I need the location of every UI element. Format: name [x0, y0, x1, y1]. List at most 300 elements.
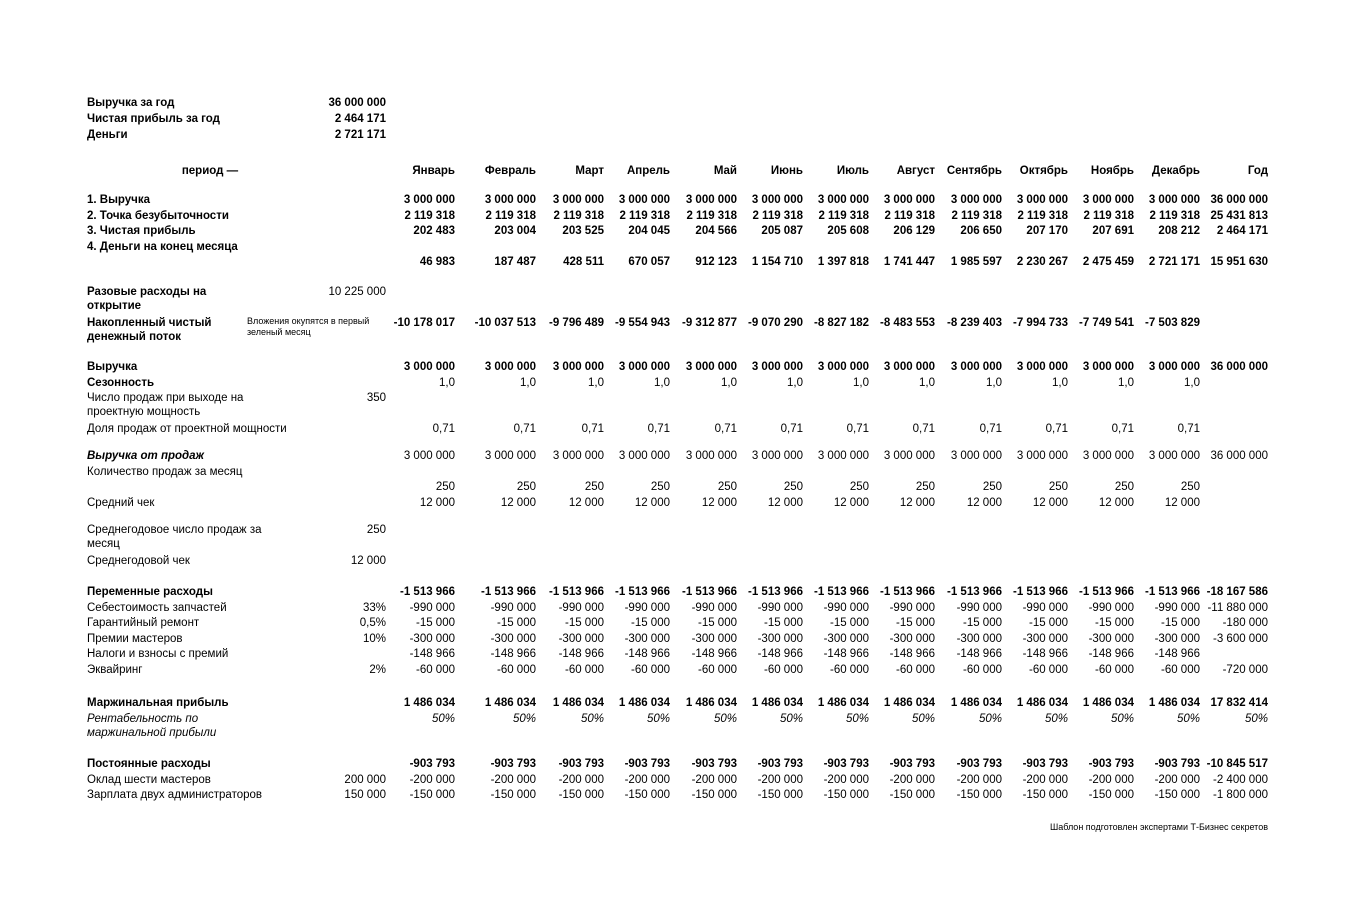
- value-cell: -15 000: [1028, 617, 1068, 629]
- row-label: Среднегодовой чек: [87, 555, 190, 567]
- row-label: Эквайринг: [87, 663, 143, 676]
- value-cell: 1,0: [1184, 376, 1200, 389]
- row-label: Число продаж при выходе на проектную мощность: [87, 392, 244, 418]
- value-cell: 250: [1048, 481, 1068, 493]
- row-label: Гарантийный ремонт: [87, 617, 200, 629]
- value-cell: -200 000: [1154, 773, 1200, 786]
- value-cell: -300 000: [490, 632, 536, 645]
- value-cell: 3 000 000: [1016, 361, 1068, 373]
- value-cell: 2 119 318: [951, 209, 1002, 222]
- value-cell: -1 513 966: [549, 586, 604, 598]
- value-cell: 12 000: [701, 496, 737, 509]
- value-cell: -990 000: [1154, 601, 1200, 614]
- value-cell: -148 966: [1088, 648, 1134, 660]
- value-cell: 205 087: [761, 225, 803, 237]
- row-label: 4. Деньги на конец месяца: [87, 240, 238, 253]
- value-cell: 2 230 267: [1016, 256, 1068, 268]
- month-header: Октябрь: [1019, 165, 1068, 177]
- summary-value: 2 464 171: [334, 113, 386, 125]
- value-cell: 17 832 414: [1210, 697, 1268, 709]
- value-cell: 36 000 000: [1210, 194, 1268, 206]
- value-cell: 3 000 000: [1016, 194, 1068, 206]
- value-cell: 3 000 000: [403, 194, 455, 206]
- value-cell: 1 486 034: [1016, 697, 1068, 709]
- value-cell: 50%: [512, 712, 536, 725]
- value-cell: 50%: [646, 712, 670, 725]
- value-cell: 208 212: [1158, 225, 1200, 237]
- value-cell: -1 513 966: [615, 586, 670, 598]
- value-cell: 1,0: [721, 376, 737, 389]
- value-cell: -200 000: [757, 773, 803, 786]
- value-cell: -148 966: [889, 648, 935, 660]
- value-cell: -148 966: [1154, 648, 1200, 660]
- value-cell: 250: [516, 481, 536, 493]
- value-cell: -15 000: [1094, 617, 1134, 629]
- row-param: 2%: [369, 663, 386, 676]
- value-cell: -1 513 966: [880, 586, 935, 598]
- value-cell: -15 000: [763, 617, 803, 629]
- row-param: 33%: [362, 601, 386, 614]
- value-cell: 1 486 034: [618, 697, 670, 709]
- value-cell: -60 000: [630, 663, 670, 676]
- value-cell: 36 000 000: [1210, 361, 1268, 373]
- value-cell: -300 000: [409, 632, 455, 645]
- summary-label: Чистая прибыль за год: [87, 113, 220, 125]
- value-cell: 12 000: [568, 496, 604, 509]
- row-param: 200 000: [344, 773, 386, 786]
- row-label: Налоги и взносы с премий: [87, 648, 229, 660]
- value-cell: 203 004: [494, 225, 536, 237]
- value-cell: -1 513 966: [1013, 586, 1068, 598]
- month-header: Июнь: [770, 165, 803, 177]
- value-cell: 1,0: [919, 376, 935, 389]
- value-cell: -200 000: [691, 773, 737, 786]
- value-cell: -200 000: [409, 773, 455, 786]
- value-cell: 3 000 000: [883, 361, 935, 373]
- value-cell: -200 000: [1022, 773, 1068, 786]
- value-cell: 250: [915, 481, 935, 493]
- value-cell: 12 000: [1032, 496, 1068, 509]
- value-cell: 0,71: [581, 423, 604, 435]
- value-cell: -1 513 966: [1079, 586, 1134, 598]
- value-cell: -148 966: [409, 648, 455, 660]
- value-cell: -150 000: [757, 789, 803, 801]
- value-cell: 50%: [1110, 712, 1134, 725]
- value-cell: 2 119 318: [686, 209, 737, 222]
- value-cell: -300 000: [757, 632, 803, 645]
- value-cell: -903 793: [558, 758, 604, 770]
- value-cell: 0,71: [979, 423, 1002, 435]
- month-header: Декабрь: [1151, 165, 1200, 177]
- value-cell: 250: [849, 481, 869, 493]
- value-cell: 3 000 000: [950, 194, 1002, 206]
- row-label: Зарплата двух администраторов: [87, 789, 263, 801]
- value-cell: 2 119 318: [1149, 209, 1200, 222]
- value-cell: -15 000: [895, 617, 935, 629]
- month-header: Год: [1247, 165, 1268, 177]
- value-cell: -15 000: [697, 617, 737, 629]
- value-cell: -15 000: [962, 617, 1002, 629]
- value-cell: -990 000: [409, 601, 455, 614]
- value-cell: 0,71: [780, 423, 803, 435]
- value-cell: 3 000 000: [1148, 450, 1200, 462]
- value-cell: 3 000 000: [685, 361, 737, 373]
- value-cell: 204 045: [628, 225, 670, 237]
- value-cell: 204 566: [695, 225, 737, 237]
- value-cell: 0,71: [1045, 423, 1068, 435]
- footer-credit: Шаблон подготовлен экспертами Т-Бизнес секретов: [1049, 822, 1268, 832]
- value-cell: 12 000: [899, 496, 935, 509]
- value-cell: -1 800 000: [1213, 789, 1268, 801]
- row-label: Доля продаж от проектной мощности: [87, 423, 287, 435]
- value-cell: 250: [584, 481, 604, 493]
- value-cell: -300 000: [889, 632, 935, 645]
- value-cell: 250: [1180, 481, 1200, 493]
- row-label: Себестоимость запчастей: [87, 601, 227, 614]
- value-cell: -1 513 966: [814, 586, 869, 598]
- value-cell: -1 513 966: [682, 586, 737, 598]
- value-cell: 1 985 597: [950, 256, 1002, 268]
- row-note: Вложения окупятся в первый зеленый месяц: [247, 316, 370, 337]
- value-cell: 250: [435, 481, 455, 493]
- value-cell: 0,71: [513, 423, 536, 435]
- value-cell: -60 000: [697, 663, 737, 676]
- value-cell: 2 475 459: [1082, 256, 1134, 268]
- value-cell: -7 749 541: [1079, 317, 1134, 329]
- value-cell: 3 000 000: [751, 450, 803, 462]
- row-label: Маржинальная прибыль: [87, 697, 229, 709]
- value-cell: -300 000: [1022, 632, 1068, 645]
- row-label: 2. Точка безубыточности: [87, 209, 229, 222]
- value-cell: 1,0: [1118, 376, 1134, 389]
- value-cell: 1 486 034: [1082, 697, 1134, 709]
- month-header: Январь: [412, 165, 455, 177]
- value-cell: 0,71: [432, 423, 455, 435]
- value-cell: -300 000: [1088, 632, 1134, 645]
- value-cell: 250: [650, 481, 670, 493]
- value-cell: -8 827 182: [814, 317, 869, 329]
- value-cell: -150 000: [889, 789, 935, 801]
- value-cell: -300 000: [691, 632, 737, 645]
- value-cell: -903 793: [757, 758, 803, 770]
- value-cell: -150 000: [1022, 789, 1068, 801]
- row-label: Выручка от продаж: [87, 450, 205, 462]
- value-cell: 2 119 318: [619, 209, 670, 222]
- row-param: 10%: [362, 632, 386, 645]
- month-header: Сентябрь: [946, 165, 1002, 177]
- value-cell: 1,0: [654, 376, 670, 389]
- value-cell: -300 000: [823, 632, 869, 645]
- value-cell: 12 000: [500, 496, 536, 509]
- value-cell: 1,0: [520, 376, 536, 389]
- value-cell: 12 000: [833, 496, 869, 509]
- row-param: 12 000: [350, 555, 386, 567]
- value-cell: -300 000: [624, 632, 670, 645]
- row-label: Среднегодовое число продаж за месяц: [87, 524, 262, 550]
- value-cell: -150 000: [558, 789, 604, 801]
- value-cell: 207 691: [1092, 225, 1134, 237]
- value-cell: -1 513 966: [748, 586, 803, 598]
- row-label: Разовые расходы на открытие: [87, 286, 207, 312]
- row-param: 0,5%: [359, 617, 386, 629]
- value-cell: 1 397 818: [817, 256, 869, 268]
- value-cell: -148 966: [624, 648, 670, 660]
- value-cell: -903 793: [490, 758, 536, 770]
- value-cell: 3 000 000: [950, 450, 1002, 462]
- value-cell: -990 000: [823, 601, 869, 614]
- value-cell: 50%: [779, 712, 803, 725]
- value-cell: 50%: [1176, 712, 1200, 725]
- value-cell: -903 793: [1088, 758, 1134, 770]
- month-header: Август: [896, 165, 935, 177]
- value-cell: 3 000 000: [1148, 194, 1200, 206]
- value-cell: 2 119 318: [752, 209, 803, 222]
- value-cell: 0,71: [846, 423, 869, 435]
- value-cell: 1 154 710: [751, 256, 803, 268]
- value-cell: -990 000: [490, 601, 536, 614]
- value-cell: -990 000: [624, 601, 670, 614]
- value-cell: -200 000: [558, 773, 604, 786]
- row-label: Сезонность: [87, 376, 155, 389]
- value-cell: 3 000 000: [552, 194, 604, 206]
- value-cell: -990 000: [757, 601, 803, 614]
- row-label: Постоянные расходы: [87, 758, 211, 770]
- value-cell: -60 000: [1094, 663, 1134, 676]
- value-cell: -9 796 489: [549, 317, 604, 329]
- row-label: Количество продаж за месяц: [87, 465, 243, 478]
- value-cell: 206 650: [960, 225, 1002, 237]
- value-cell: -60 000: [496, 663, 536, 676]
- value-cell: 1 486 034: [751, 697, 803, 709]
- value-cell: 0,71: [1177, 423, 1200, 435]
- value-cell: -150 000: [823, 789, 869, 801]
- value-cell: -1 513 966: [400, 586, 455, 598]
- value-cell: -200 000: [624, 773, 670, 786]
- value-cell: -200 000: [823, 773, 869, 786]
- summary-label: Выручка за год: [87, 97, 175, 109]
- row-label: Премии мастеров: [87, 632, 183, 645]
- value-cell: -15 000: [1160, 617, 1200, 629]
- value-cell: -148 966: [956, 648, 1002, 660]
- value-cell: 12 000: [1164, 496, 1200, 509]
- value-cell: 15 951 630: [1210, 256, 1268, 268]
- value-cell: 50%: [431, 712, 455, 725]
- value-cell: -150 000: [956, 789, 1002, 801]
- value-cell: -300 000: [1154, 632, 1200, 645]
- value-cell: -1 513 966: [481, 586, 536, 598]
- value-cell: -180 000: [1222, 617, 1268, 629]
- value-cell: -903 793: [956, 758, 1002, 770]
- value-cell: 2 119 318: [553, 209, 604, 222]
- value-cell: 2 464 171: [1216, 225, 1268, 237]
- value-cell: 1 486 034: [817, 697, 869, 709]
- value-cell: 3 000 000: [1082, 450, 1134, 462]
- value-cell: 2 119 318: [404, 209, 455, 222]
- value-cell: -11 880 000: [1207, 601, 1268, 614]
- value-cell: -8 239 403: [947, 317, 1002, 329]
- value-cell: -903 793: [889, 758, 935, 770]
- value-cell: -15 000: [564, 617, 604, 629]
- value-cell: -200 000: [956, 773, 1002, 786]
- value-cell: 1 486 034: [552, 697, 604, 709]
- value-cell: 428 511: [563, 256, 604, 268]
- value-cell: 1 486 034: [484, 697, 536, 709]
- row-label: Средний чек: [87, 496, 155, 509]
- value-cell: 0,71: [647, 423, 670, 435]
- value-cell: -990 000: [1088, 601, 1134, 614]
- value-cell: -200 000: [490, 773, 536, 786]
- value-cell: 0,71: [714, 423, 737, 435]
- value-cell: -10 845 517: [1206, 758, 1268, 770]
- value-cell: 207 170: [1026, 225, 1068, 237]
- row-param: 150 000: [344, 789, 386, 801]
- period-label: период —: [181, 165, 239, 177]
- value-cell: 50%: [1044, 712, 1068, 725]
- row-label: Рентабельность по маржинальной прибыли: [87, 712, 217, 739]
- value-cell: 3 000 000: [618, 450, 670, 462]
- value-cell: 187 487: [494, 256, 536, 268]
- value-cell: 912 123: [695, 256, 737, 268]
- value-cell: 3 000 000: [484, 450, 536, 462]
- value-cell: -990 000: [1022, 601, 1068, 614]
- value-cell: 50%: [845, 712, 869, 725]
- value-cell: 3 000 000: [883, 450, 935, 462]
- value-cell: 3 000 000: [950, 361, 1002, 373]
- value-cell: -148 966: [1022, 648, 1068, 660]
- value-cell: 3 000 000: [883, 194, 935, 206]
- month-header: Февраль: [484, 165, 536, 177]
- value-cell: 0,71: [912, 423, 935, 435]
- value-cell: 3 000 000: [817, 194, 869, 206]
- value-cell: -903 793: [409, 758, 455, 770]
- value-cell: 3 000 000: [403, 450, 455, 462]
- value-cell: 50%: [911, 712, 935, 725]
- value-cell: 50%: [1244, 712, 1268, 725]
- value-cell: 1,0: [1052, 376, 1068, 389]
- value-cell: -1 513 966: [1145, 586, 1200, 598]
- value-cell: -200 000: [1088, 773, 1134, 786]
- value-cell: -60 000: [895, 663, 935, 676]
- value-cell: -60 000: [564, 663, 604, 676]
- value-cell: -7 994 733: [1013, 317, 1068, 329]
- row-label: Выручка: [87, 361, 138, 373]
- value-cell: 670 057: [628, 256, 670, 268]
- value-cell: 46 983: [419, 256, 455, 268]
- row-label: Оклад шести мастеров: [87, 773, 211, 786]
- row-label: 3. Чистая прибыль: [87, 225, 196, 237]
- month-header: Июль: [836, 165, 869, 177]
- row-label: Переменные расходы: [87, 586, 213, 598]
- value-cell: -148 966: [490, 648, 536, 660]
- value-cell: -18 167 586: [1206, 586, 1268, 598]
- value-cell: 3 000 000: [403, 361, 455, 373]
- value-cell: -15 000: [415, 617, 455, 629]
- value-cell: 2 119 318: [1083, 209, 1134, 222]
- value-cell: 1,0: [439, 376, 455, 389]
- value-cell: -903 793: [624, 758, 670, 770]
- value-cell: 50%: [713, 712, 737, 725]
- value-cell: 3 000 000: [1016, 450, 1068, 462]
- value-cell: 1 486 034: [950, 697, 1002, 709]
- value-cell: 3 000 000: [685, 450, 737, 462]
- value-cell: -148 966: [823, 648, 869, 660]
- value-cell: 1,0: [787, 376, 803, 389]
- value-cell: -150 000: [691, 789, 737, 801]
- value-cell: 202 483: [413, 225, 455, 237]
- value-cell: -3 600 000: [1213, 632, 1268, 645]
- value-cell: -1 513 966: [947, 586, 1002, 598]
- value-cell: 12 000: [966, 496, 1002, 509]
- value-cell: 1 486 034: [685, 697, 737, 709]
- value-cell: -15 000: [496, 617, 536, 629]
- row-param: 250: [366, 524, 386, 536]
- value-cell: -2 400 000: [1213, 773, 1268, 786]
- value-cell: 3 000 000: [618, 194, 670, 206]
- value-cell: -60 000: [829, 663, 869, 676]
- value-cell: 12 000: [1098, 496, 1134, 509]
- month-header: Ноябрь: [1090, 165, 1134, 177]
- value-cell: 3 000 000: [484, 361, 536, 373]
- value-cell: -990 000: [558, 601, 604, 614]
- value-cell: -150 000: [490, 789, 536, 801]
- value-cell: 0,71: [1111, 423, 1134, 435]
- value-cell: -60 000: [1028, 663, 1068, 676]
- value-cell: -903 793: [691, 758, 737, 770]
- value-cell: 2 119 318: [884, 209, 935, 222]
- value-cell: 12 000: [767, 496, 803, 509]
- value-cell: 250: [717, 481, 737, 493]
- value-cell: 1,0: [986, 376, 1002, 389]
- summary-value: 36 000 000: [328, 97, 386, 109]
- value-cell: 3 000 000: [484, 194, 536, 206]
- value-cell: 1 486 034: [403, 697, 455, 709]
- value-cell: -990 000: [691, 601, 737, 614]
- value-cell: -9 070 290: [748, 317, 803, 329]
- value-cell: -15 000: [829, 617, 869, 629]
- value-cell: 1,0: [853, 376, 869, 389]
- value-cell: -60 000: [1160, 663, 1200, 676]
- summary-label: Деньги: [87, 129, 128, 141]
- value-cell: -903 793: [1022, 758, 1068, 770]
- value-cell: -150 000: [624, 789, 670, 801]
- value-cell: -903 793: [1154, 758, 1200, 770]
- value-cell: 3 000 000: [817, 450, 869, 462]
- value-cell: 203 525: [562, 225, 604, 237]
- value-cell: -15 000: [630, 617, 670, 629]
- value-cell: -148 966: [558, 648, 604, 660]
- value-cell: 250: [1114, 481, 1134, 493]
- value-cell: -150 000: [1088, 789, 1134, 801]
- value-cell: 3 000 000: [1082, 194, 1134, 206]
- value-cell: 1,0: [588, 376, 604, 389]
- value-cell: -148 966: [691, 648, 737, 660]
- value-cell: -200 000: [889, 773, 935, 786]
- value-cell: 250: [982, 481, 1002, 493]
- value-cell: -720 000: [1222, 663, 1268, 676]
- row-label: Накопленный чистый денежный поток: [87, 317, 212, 343]
- value-cell: -990 000: [889, 601, 935, 614]
- value-cell: -7 503 829: [1145, 317, 1200, 329]
- value-cell: -9 312 877: [682, 317, 737, 329]
- value-cell: -148 966: [757, 648, 803, 660]
- value-cell: -60 000: [763, 663, 803, 676]
- value-cell: -150 000: [1154, 789, 1200, 801]
- value-cell: -9 554 943: [615, 317, 670, 329]
- value-cell: 2 119 318: [485, 209, 536, 222]
- value-cell: 50%: [580, 712, 604, 725]
- value-cell: 3 000 000: [751, 361, 803, 373]
- value-cell: -300 000: [558, 632, 604, 645]
